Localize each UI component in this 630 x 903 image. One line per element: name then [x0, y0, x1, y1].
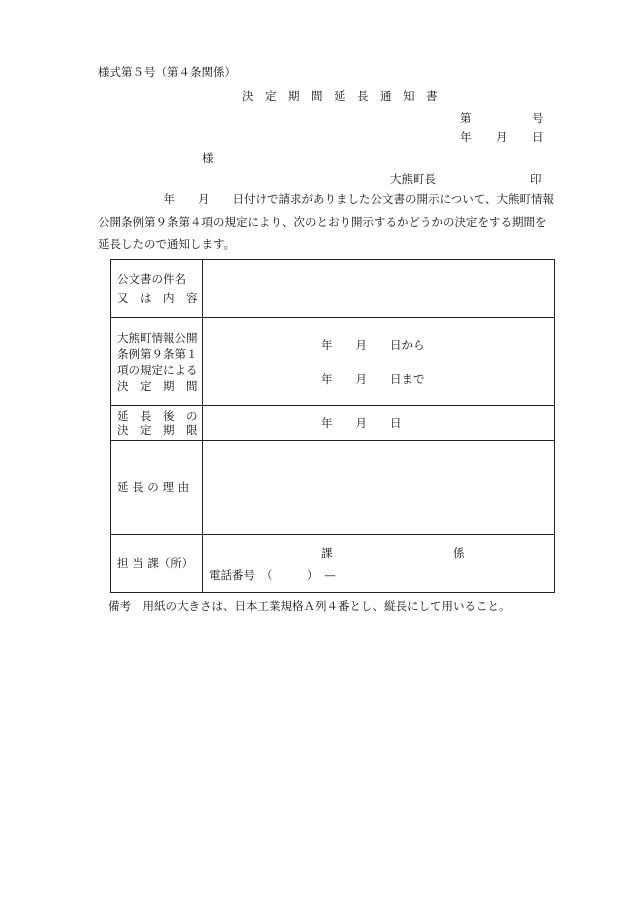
label-extended-deadline-line1: 延 長 後 の: [117, 409, 198, 423]
value-extension-reason[interactable]: [203, 441, 555, 535]
extended-deadline-date: 年 月 日: [321, 416, 402, 430]
sender-name: 大熊町長: [390, 172, 436, 186]
label-decision-period-line3: 項の規定による: [117, 362, 198, 377]
body-line-2: 公開条例第９条第４項の規定により、次のとおり開示するかどうかの決定をする期間を: [98, 214, 547, 229]
row-decision-period: [111, 318, 555, 406]
value-extended-deadline[interactable]: [203, 406, 555, 441]
label-responsible-section: 担 当 課（所）: [111, 535, 203, 593]
remarks-note: 備考 用紙の大きさは、日本工業規格Ａ列４番とし、縦長にして用いること。: [108, 599, 511, 613]
addressee-honorific: 様: [202, 151, 214, 165]
label-decision-period-line2: 条例第９条第１: [117, 346, 198, 361]
decision-period-from: 年 月 日から: [321, 337, 425, 352]
body-paragraph: [98, 188, 573, 256]
label-extended-deadline-line2: 決 定 期 限: [117, 423, 198, 437]
row-extended-deadline: [111, 406, 555, 441]
document-title: 決 定 期 間 延 長 通 知 書: [242, 89, 438, 103]
label-extension-reason: 延 長 の 理 由: [111, 441, 203, 535]
decision-period-to: 年 月 日まで: [321, 371, 425, 386]
date-year: 年: [460, 130, 472, 144]
extension-form-table: [110, 259, 555, 593]
label-decision-period-line1: 大熊町情報公開: [117, 330, 198, 345]
unit-kanji: 係: [453, 545, 465, 560]
value-document-subject[interactable]: [203, 260, 555, 318]
label-decision-period-line4: 決 定 期 間: [117, 378, 198, 393]
doc-number-suffix: 号: [532, 111, 544, 125]
value-decision-period[interactable]: [203, 318, 555, 406]
label-document-subject: [111, 260, 203, 318]
label-extended-deadline: [111, 406, 203, 441]
body-line-3: 延長したので通知します。: [98, 237, 236, 251]
row-responsible-section: [111, 535, 555, 593]
phone-label: 電話番号: [209, 567, 255, 582]
label-document-subject-line1: 公文書の件名: [117, 271, 186, 286]
row-extension-reason: [111, 441, 555, 535]
section-kanji: 課: [321, 545, 333, 560]
date-day: 日: [532, 130, 544, 144]
label-decision-period: [111, 318, 203, 406]
value-responsible-section[interactable]: [203, 535, 555, 593]
body-line-1: 年 月 日付けで請求がありました公文書の開示について、大熊町情報: [106, 192, 555, 206]
label-document-subject-line2: 又 は 内 容: [117, 290, 198, 305]
seal-mark: 印: [530, 172, 542, 186]
row-document-subject: [111, 260, 555, 318]
phone-number-field: （ ） —: [261, 567, 336, 582]
form-number: 様式第５号（第４条関係）: [98, 65, 236, 79]
date-month: 月: [496, 130, 508, 144]
doc-number-prefix: 第: [460, 111, 472, 125]
